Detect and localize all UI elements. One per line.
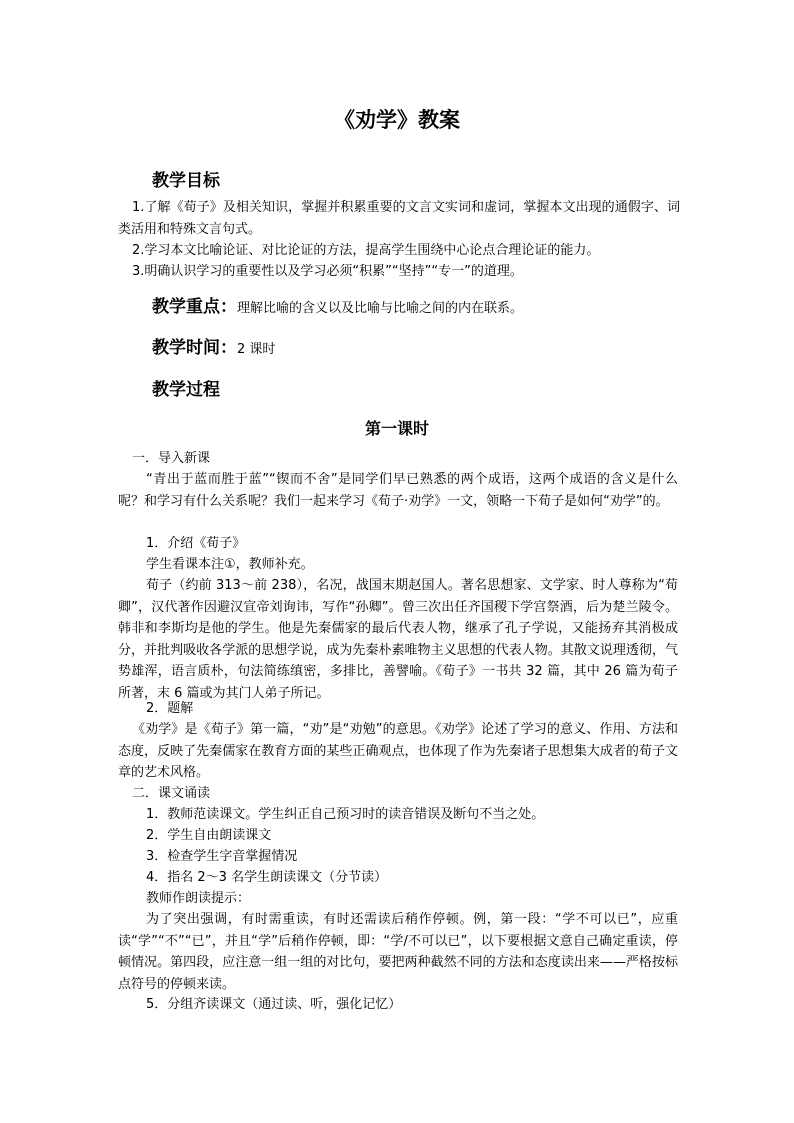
lesson1-heading: 第一课时: [364, 419, 429, 438]
section1-1-text: 荀子（约前 313～前 238），名况，战国末期赵国人。著名思想家、文学家、时人尊称为“荀卿”，汉代著作因避汉宣帝刘询讳，写作“孙卿”。曾三次出任齐国稷下学宫祭酒，后为楚兰陵令。韩非和李斯均是他的学生。他是先秦儒家的最后代表人物，继承了孔子学说，又能扬弃其消极成分，并批判吸收各学派的思想学说，成为先秦朴素唯物主义思想的代表人物。其散文说理透彻，气势雄浑，语言质朴，句法简练缜密，多排比，善譬喻。《荀子》一书共 32 篇，其中 26 篇为荀子所著，末 6 篇或为其门人弟子所记。: [118, 578, 678, 701]
section1-1-heading: 1．介绍《荀子》: [146, 536, 246, 551]
key-label: 教学重点：: [152, 297, 237, 317]
section2-item-2: 2．学生自由朗读课文: [146, 828, 272, 843]
goal-3: 3.明确认识学习的重要性以及学习必须“积累”“坚持”“专一”的道理。: [132, 264, 523, 279]
time-text: 2 课时: [237, 342, 276, 357]
goals-heading: 教学目标: [152, 171, 220, 191]
key-text: 理解比喻的含义以及比喻与比喻之间的内在联系。: [237, 301, 524, 316]
section2-item-4: 4．指名 2～3 名学生朗读课文（分节读）: [146, 870, 388, 885]
section2-item-5: 5．分组齐读课文（通过读、听，强化记忆）: [146, 997, 402, 1012]
section2-item-1: 1．教师范读课文。学生纠正自己预习时的读音错误及断句不当之处。: [146, 807, 545, 822]
key-point: [152, 292, 523, 317]
section1-2-text: 《劝学》是《荀子》第一篇，“劝”是“劝勉”的意思。《劝学》论述了学习的意义、作用、方法和态度，反映了先秦儒家在教育方面的某些正确观点，也体现了作为先秦诸子思想集大成者的荀子文章的艺术风格。: [118, 722, 678, 780]
goal-2: 2.学习本文比喻论证、对比论证的方法，提高学生围绕中心论点合理论证的能力。: [132, 243, 600, 258]
goal-1: 1.了解《荀子》及相关知识，掌握并积累重要的文言文实词和虚词，掌握本文出现的通假字、词类活用和特殊文言句式。: [118, 200, 680, 237]
document-title: 《劝学》教案: [334, 108, 460, 132]
time-label: 教学时间：: [152, 338, 237, 358]
section1-text: “青出于蓝而胜于蓝”“锲而不舍”是同学们早已熟悉的两个成语，这两个成语的含义是什么呢？和学习有什么关系呢？我们一起来学习《荀子·劝学》一文，领略一下荀子是如何“劝学”的。: [118, 472, 678, 509]
section2-heading: 二．课文诵读: [132, 786, 211, 801]
section2-item-3: 3．检查学生字音掌握情况: [146, 849, 298, 864]
section1-heading: 一．导入新课: [132, 451, 211, 466]
section1-1-intro: 学生看课本注①，教师补充。: [146, 557, 314, 572]
section1-2-heading: 2．题解: [146, 701, 194, 716]
teaching-time: [152, 333, 275, 358]
reading-tip-text: 为了突出强调，有时需重读，有时还需读后稍作停顿。例，第一段：“学不可以已”，应重读“学”“不”“已”，并且“学”后稍作停顿，即：“学/不可以已”，以下要根据文意自己确定重读，停顿情况。第四段，应注意一组一组的对比句，要把两种截然不同的方法和态度读出来——严格按标点符号的停顿来读。: [118, 912, 678, 992]
reading-tip-label: 教师作朗读提示：: [146, 891, 251, 906]
process-heading: 教学过程: [152, 380, 220, 400]
